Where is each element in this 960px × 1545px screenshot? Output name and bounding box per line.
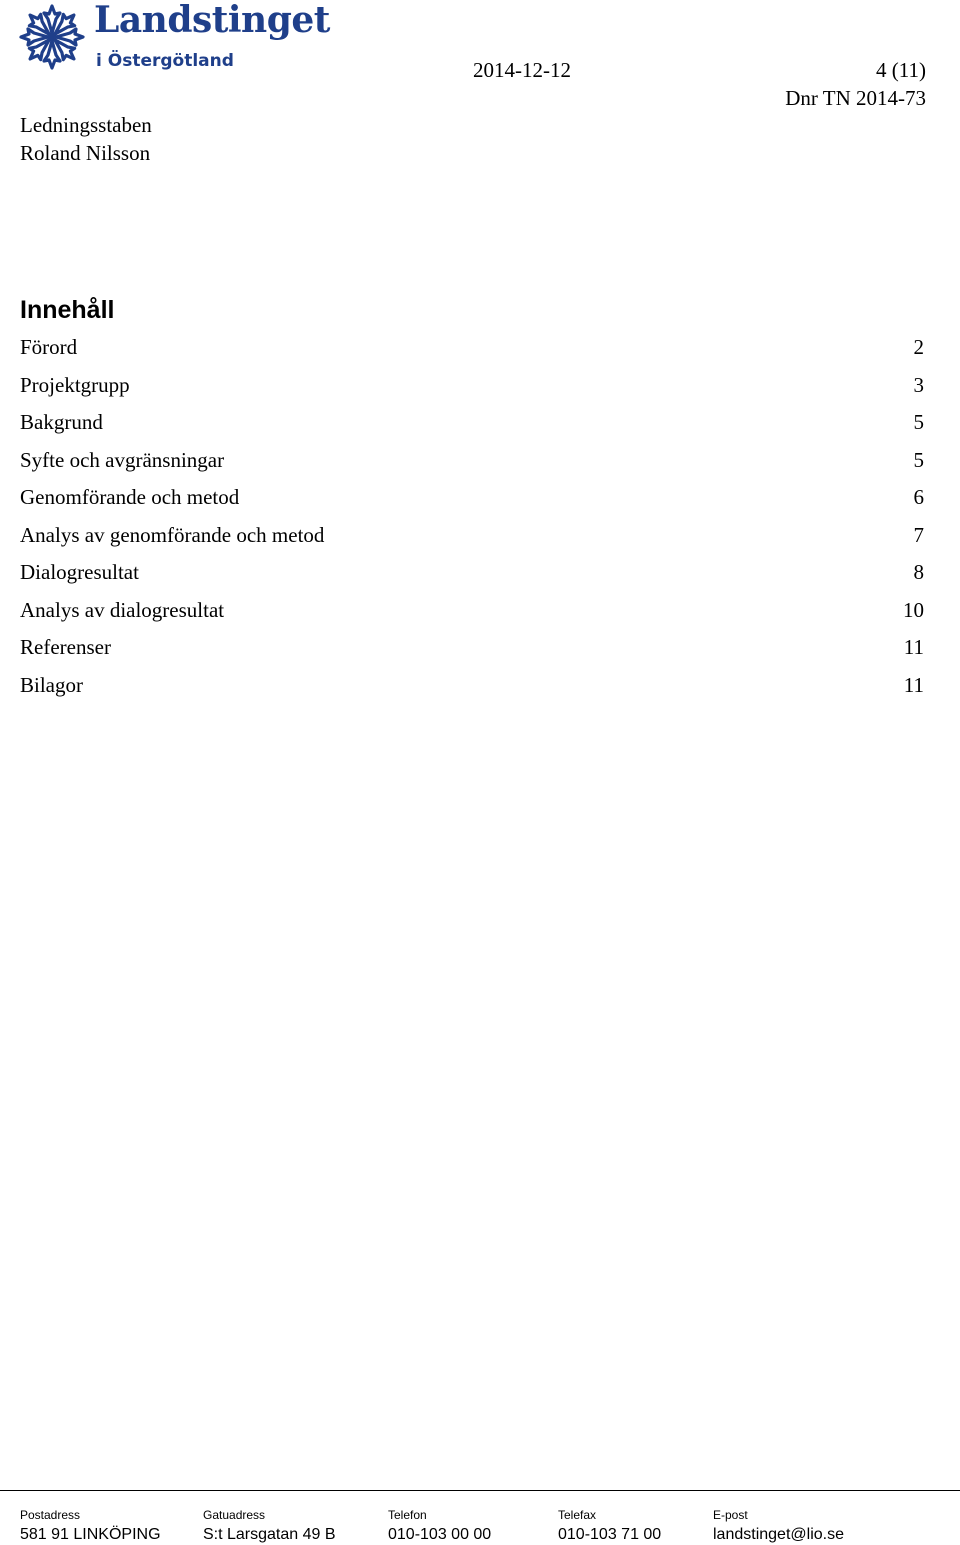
toc-entry[interactable] [20,330,924,368]
toc-entry[interactable] [20,405,924,443]
footer-phone [388,1508,491,1545]
toc-entry-label: Förord [20,335,78,359]
toc-entry-page: 11 [903,635,924,659]
toc-entry-label: Projektgrupp [20,372,130,397]
toc-entry-label: Syfte och avgränsningar [20,447,225,472]
sender-block [20,111,152,167]
toc-entry-page: 6 [913,485,924,509]
toc-entry[interactable] [20,593,924,631]
toc-entry-label: Analys av dialogresultat [20,597,225,622]
toc-entry-page: 2 [913,335,924,359]
toc-title: Innehåll [20,296,115,324]
footer-email-link[interactable]: landstinget@lio.se [713,1526,844,1543]
footer-fax [558,1508,661,1545]
footer-label: Telefon [388,1508,427,1522]
toc-entry-label: Dialogresultat [20,560,139,584]
toc-entry-page: 11 [903,672,924,697]
toc-entry[interactable] [20,443,924,481]
cornflower-emblem-icon [18,3,86,71]
page-number: 4 (11) [876,58,926,82]
toc-entry-label: Bilagor [20,672,83,697]
toc-entry-label: Genomförande och metod [20,485,240,509]
footer-label: Telefax [558,1508,597,1522]
footer-label: Gatuadress [203,1508,266,1522]
footer-email [713,1508,844,1545]
document-date: 2014-12-12 [473,58,571,82]
toc-entry[interactable] [20,555,924,593]
toc-entry-label: Analys av genomförande och metod [20,522,325,547]
footer-label: Postadress [20,1508,81,1522]
footer-label: E-post [713,1508,748,1522]
footer-divider [0,1490,960,1491]
footer-street-address [203,1508,336,1545]
footer-value: 581 91 LINKÖPING [20,1526,161,1543]
footer-value: 010-103 00 00 [388,1526,492,1543]
author: Roland Nilsson [20,141,151,165]
registration-number: Dnr TN 2014-73 [785,86,926,110]
table-of-contents [20,330,924,705]
department: Ledningsstaben [20,113,152,137]
toc-entry[interactable] [20,368,924,406]
footer-postal-address [20,1508,161,1545]
toc-entry[interactable] [20,480,924,518]
footer-value: 010-103 71 00 [558,1526,662,1543]
footer-value: S:t Larsgatan 49 B [203,1526,336,1543]
toc-entry-page: 5 [913,447,924,472]
toc-entry-page: 3 [913,372,924,397]
toc-entry-page: 10 [903,597,924,622]
toc-entry-page: 5 [913,410,924,434]
toc-entry-label: Referenser [20,635,111,659]
toc-entry[interactable] [20,518,924,556]
toc-entry-page: 8 [913,560,924,584]
document-ref-block [785,56,926,112]
logo-wordmark: Landstinget [94,0,330,41]
toc-entry-page: 7 [913,522,924,547]
landstinget-logo [18,0,330,78]
toc-entry[interactable] [20,668,924,706]
toc-entry-label: Bakgrund [20,410,103,434]
toc-entry[interactable] [20,630,924,668]
logo-subtitle: i Östergötland [96,51,234,71]
